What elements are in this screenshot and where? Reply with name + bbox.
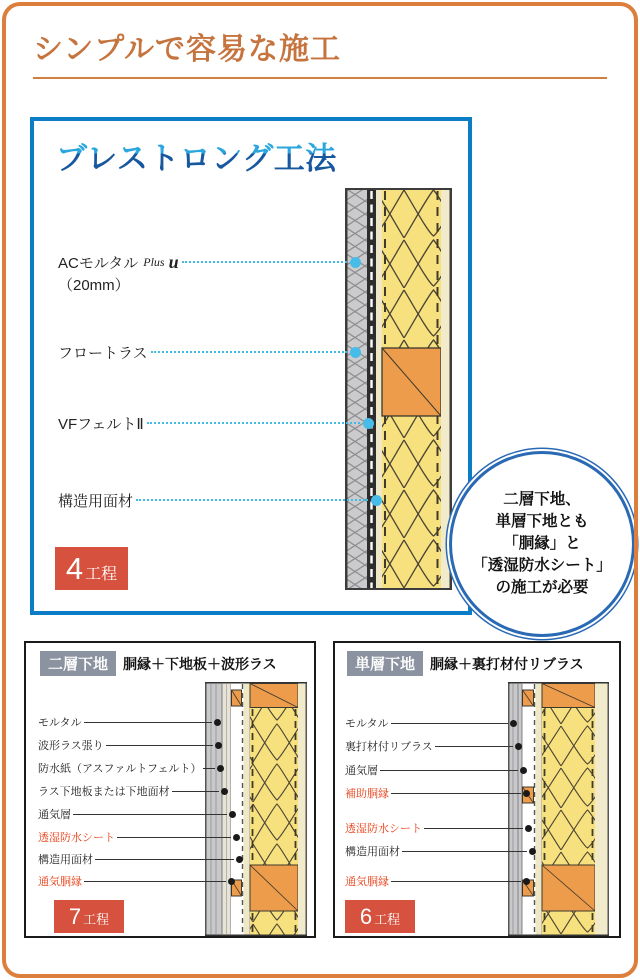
- page-title: シンプルで容易な施工: [33, 33, 342, 66]
- leader-line: [117, 837, 231, 838]
- leader-line: [424, 828, 523, 829]
- leader-line: [147, 422, 360, 424]
- label-mortar: [38, 715, 221, 729]
- label-text: モルタル: [345, 718, 389, 730]
- leader-line: [402, 851, 527, 852]
- leader-dot: [221, 788, 228, 795]
- two-layer-badge: 二層下地: [40, 651, 116, 676]
- leader-line: [151, 351, 347, 353]
- leader-dot: [510, 720, 517, 727]
- leader-dot: [228, 878, 235, 885]
- note-line: 「胴縁」と: [503, 535, 581, 552]
- label-aux-furring: [345, 786, 530, 800]
- leader-line: [84, 881, 226, 882]
- header-rule: [33, 77, 607, 79]
- steps-number: 4: [65, 551, 84, 586]
- leader-dot: [529, 848, 536, 855]
- leader-dot: [350, 347, 361, 358]
- single-layer-badge: 単層下地: [347, 651, 423, 676]
- label-waterproof-paper: [38, 761, 224, 775]
- leader-dot: [371, 495, 382, 506]
- steps-number: 7: [68, 904, 82, 929]
- label-rib-lath: [345, 739, 522, 753]
- label-text: 通気胴縁: [345, 876, 389, 888]
- label-vf-felt: [58, 414, 374, 432]
- two-layer-subtitle: 胴縁＋下地板＋波形ラス: [123, 655, 277, 672]
- label-text: 通気層: [38, 809, 71, 821]
- label-air-layer-r: [345, 763, 527, 777]
- leader-line: [391, 881, 521, 882]
- label-text: 補助胴縁: [345, 788, 389, 800]
- leader-dot: [236, 856, 243, 863]
- note-line: 二層下地、: [503, 491, 581, 508]
- label-text: 防水紙（アスファルトフェルト）: [38, 763, 202, 775]
- leader-line: [106, 745, 213, 746]
- label-corrugated-lath: [38, 738, 222, 752]
- label-text: 構造用面材: [345, 846, 400, 858]
- label-air-layer: [38, 807, 236, 821]
- steps-unit: 工程: [374, 912, 401, 927]
- label-structural-panel-r: [345, 844, 536, 858]
- note-line: 単層下地とも: [495, 513, 589, 530]
- leader-line: [172, 791, 219, 792]
- wall-cross-section-main: [345, 188, 452, 590]
- leader-dot: [515, 743, 522, 750]
- steps-unit: 工程: [85, 566, 118, 583]
- leader-line: [391, 723, 508, 724]
- leader-line: [73, 814, 227, 815]
- steps-badge-single-layer: [345, 900, 415, 933]
- steps-badge-main: [55, 547, 128, 590]
- leader-dot: [525, 825, 532, 832]
- leader-dot: [214, 719, 221, 726]
- label-text: 構造用面材: [58, 492, 134, 510]
- leader-dot: [350, 257, 361, 268]
- leader-line: [182, 261, 347, 263]
- label-text: 波形ラス張り: [38, 740, 104, 752]
- leader-dot: [523, 790, 530, 797]
- note-line: 「透湿防水シート」: [472, 557, 612, 574]
- label-structural-panel-2: [38, 852, 243, 866]
- label-lath-board: [38, 784, 228, 798]
- leader-dot: [215, 742, 222, 749]
- label-text-u: u: [168, 251, 179, 272]
- label-text: フロートラス: [58, 344, 148, 362]
- leader-dot: [520, 767, 527, 774]
- note-circle: [449, 451, 635, 637]
- label-text: 通気胴縁: [38, 876, 82, 888]
- label-text-plus: Plus: [143, 254, 165, 269]
- leader-dot: [229, 811, 236, 818]
- label-ac-mortar-sub: （20mm）: [58, 277, 130, 294]
- label-text: 通気層: [345, 765, 378, 777]
- leader-dot: [217, 765, 224, 772]
- label-ac-mortar: [58, 253, 361, 271]
- note-line: の施工が必要: [495, 579, 589, 596]
- leader-line: [391, 793, 521, 794]
- leader-line: [95, 859, 234, 860]
- label-text: ACモルタル: [58, 254, 139, 272]
- label-float-lath: [58, 343, 361, 361]
- label-text: モルタル: [38, 717, 82, 729]
- two-layer-header: [40, 651, 277, 676]
- label-text: VFフェルトⅡ: [58, 415, 144, 433]
- label-text: 構造用面材: [38, 854, 93, 866]
- leader-dot: [363, 418, 374, 429]
- label-moisture-sheet-r: [345, 821, 532, 835]
- label-text: ラス下地板または下地面材: [38, 786, 170, 798]
- label-vent-furring: [38, 874, 235, 888]
- label-text: 透湿防水シート: [38, 832, 115, 844]
- steps-unit: 工程: [83, 912, 110, 927]
- single-layer-subtitle: 胴縁＋裏打材付リブラス: [430, 655, 584, 672]
- leader-line: [136, 499, 368, 501]
- leader-line: [203, 768, 215, 769]
- label-moisture-sheet: [38, 830, 240, 844]
- leader-dot: [523, 878, 530, 885]
- label-text: 透湿防水シート: [345, 823, 422, 835]
- leader-dot: [233, 834, 240, 841]
- steps-number: 6: [359, 904, 373, 929]
- leader-line: [435, 746, 513, 747]
- method-title: ブレストロング工法: [56, 133, 337, 178]
- leader-line: [84, 722, 212, 723]
- label-mortar-r: [345, 716, 517, 730]
- leader-line: [380, 770, 518, 771]
- wall-cross-section-single-layer: [508, 682, 609, 936]
- label-structural-panel: [58, 491, 382, 509]
- label-vent-furring-r: [345, 874, 530, 888]
- steps-badge-two-layer: [54, 900, 124, 933]
- label-text: 裏打材付リブラス: [345, 741, 433, 753]
- single-layer-header: [347, 651, 584, 676]
